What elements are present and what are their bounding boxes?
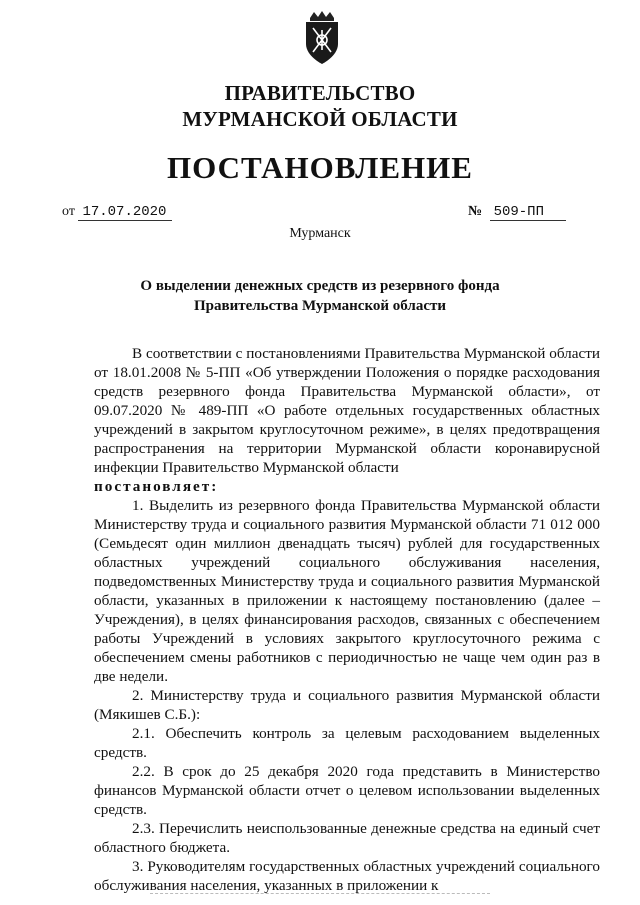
paragraph-2-2: 2.2. В срок до 25 декабря 2020 года представить в Министерство финансов Мурманской области отчет о целевом использовании выделенных средств. [94, 763, 600, 818]
resolves-word: постановляет: [94, 478, 219, 495]
number-line [468, 204, 566, 220]
page-footer-divider [150, 893, 490, 900]
paragraph-3: 3. Руководителям государственных областных учреждений социального обслуживания населения, указанных в приложении к [94, 858, 600, 894]
org-line-1: ПРАВИТЕЛЬСТВО [224, 81, 416, 105]
date-line [62, 204, 172, 220]
subject-line-2: Правительства Мурманской области [193, 298, 447, 314]
paragraph-2-3: 2.3. Перечислить неиспользованные денежные средства на единый счет областного бюджета. [94, 820, 600, 856]
paragraph-1: 1. Выделить из резервного фонда Правительства Мурманской области Министерству труда и социального развития Мурманской области 71 012 000 (Семьдесят один миллион двенадцать тысяч) рублей для государственных областных учреждений социального обслуживания населения, подведомственных Министерству труда и социального развития Мурманской области, указанных в приложении к настоящему постановлению (далее – Учреждения), в целях финансирования расходов, связанных с обеспечением работы Учреждений в условиях закрытого круглосуточного режима с обеспечением смены работников с периодичностью не чаще чем один раз в две недели. [94, 497, 600, 685]
date-prefix: от [62, 204, 75, 219]
paragraph-2: 2. Министерству труда и социального развития Мурманской области (Мякишев С.Б.): [94, 687, 600, 723]
number-prefix: № [468, 204, 483, 219]
document-type: ПОСТАНОВЛЕНИЕ [167, 150, 473, 185]
org-line-2: МУРМАНСКОЙ ОБЛАСТИ [182, 107, 458, 131]
city: Мурманск [289, 226, 351, 241]
subject-line-1: О выделении денежных средств из резервного фонда [140, 278, 500, 294]
coat-of-arms-icon [300, 10, 344, 66]
document-date: 17.07.2020 [78, 204, 172, 221]
preamble-text: В соответствии с постановлениями Правительства Мурманской области от 18.01.2008 № 5-ПП «Об утверждении Положения о порядке расходования средств резервного фонда Правительства Мурманской области», от 09.07.2020 № 489-ПП «О работе отдельных государственных областных учреждений в закрытом круглосуточном режиме», в целях предотвращения распространения на территории Мурманской области коронавирусной инфекции Правительство Мурманской области [94, 345, 600, 476]
paragraph-preamble [94, 344, 600, 496]
document-number: 509-ПП [490, 204, 566, 221]
organization-name [0, 80, 640, 132]
paragraph-2-1: 2.1. Обеспечить контроль за целевым расходованием выделенных средств. [94, 725, 600, 761]
document-body [94, 344, 600, 895]
document-subject [100, 276, 540, 316]
